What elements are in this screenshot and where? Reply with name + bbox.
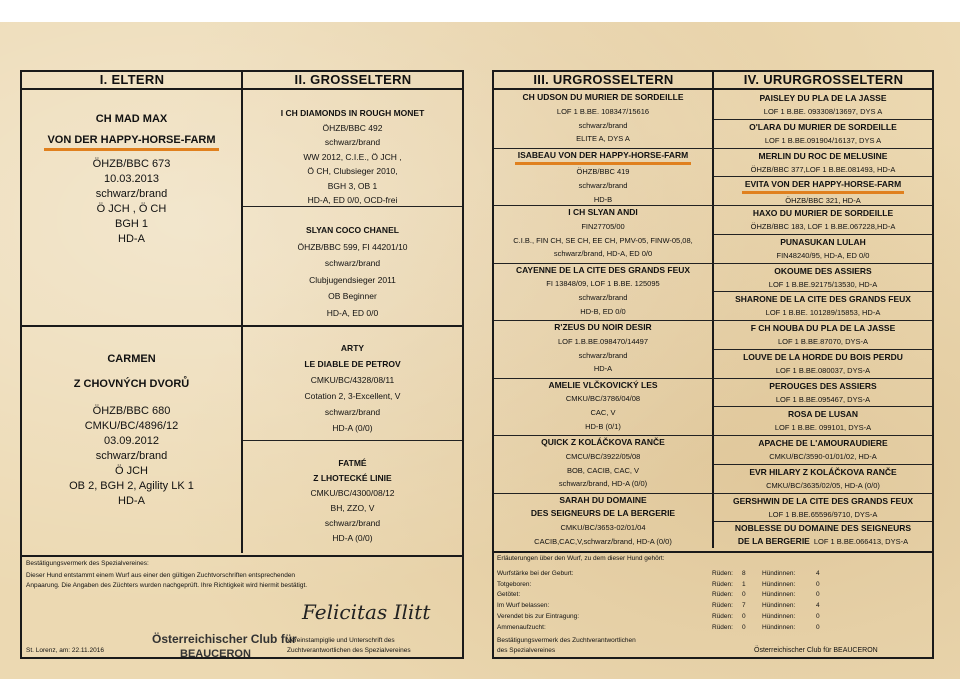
- male-label: Rüden:: [712, 602, 733, 610]
- gggp-detail: LOF 1 B.BE.080037, DYS-A: [775, 365, 871, 375]
- great-great-grandparent-cell: [714, 436, 932, 463]
- litter-label: Totgeboren:: [497, 580, 532, 588]
- great-grandparent-cell: [494, 321, 712, 376]
- ggp-detail: HD-B (0/1): [585, 421, 621, 431]
- grandparents-header: II. GROSSELTERN: [294, 72, 412, 87]
- gggp-name: OKOUME DES ASSIERS: [774, 265, 872, 276]
- great-great-grandparent-cell: [714, 149, 932, 176]
- gggp-detail: LOF 1 B.BE.65596/9710, DYS-A: [768, 509, 878, 519]
- great-great-grandparent-cell: [714, 264, 932, 291]
- sire-cell: [22, 112, 241, 247]
- male-count: 0: [742, 623, 746, 631]
- great-great-grandparent-cell: [714, 321, 932, 348]
- signature: Felicitas Ilitt: [302, 600, 431, 624]
- gggp-name: EVR HILARY Z KOLÁČKOVA RANČE: [749, 466, 897, 477]
- ggp-detail: schwarz/brand: [578, 293, 628, 303]
- gp3-color: schwarz/brand: [324, 407, 381, 417]
- litter-confirm-1: Bestätigungsvermerk des Zuchtverantwortlichen: [497, 637, 636, 644]
- sire-titles: Ö JCH , Ö CH: [96, 203, 167, 215]
- ggp-detail: schwarz/brand, HD-A, ED 0/0: [553, 249, 653, 259]
- gggp-detail: LOF 1 B.BE. 101289/15853, HD-A: [765, 308, 881, 318]
- gggp-name: F CH NOUBA DU PLA DE LA JASSE: [750, 323, 896, 333]
- great-grandparent-cell: [494, 149, 712, 207]
- ggp-detail: HD-B, ED 0/0: [580, 306, 626, 316]
- litter-confirm-2: des Spezialvereines: [497, 647, 556, 654]
- gggp-detail: LOF 1 B.BE.92175/13530, HD-A: [768, 279, 878, 289]
- ggp-detail: schwarz/brand: [578, 181, 628, 191]
- male-count: 7: [742, 602, 746, 610]
- left-mid-divider: [22, 325, 462, 327]
- ggp-kennel-highlight: ISABEAU VON DER HAPPY-HORSE-FARM: [515, 149, 692, 166]
- ggp-detail: LOF 1.B.BE.098470/14497: [557, 336, 649, 346]
- ggp-name: DES SEIGNEURS DE LA BERGERIE: [530, 508, 676, 519]
- right-pedigree-box: [492, 70, 934, 659]
- gggp-name: ROSA DE LUSAN: [787, 409, 859, 420]
- dam-titles: Ö JCH: [115, 465, 148, 477]
- male-label: Rüden:: [712, 612, 733, 620]
- gggp-detail: ÖHZB/BBC 321, HD-A: [785, 196, 861, 206]
- place-date: St. Lorenz, am: 22.11.2016: [26, 647, 104, 654]
- great-great-grandparent-cell: [714, 177, 932, 207]
- ggp-detail: CACIB,CAC,V,schwarz/brand, HD-A (0/0): [534, 536, 672, 546]
- gp3-titles: Cotation 2, 3-Excellent, V: [304, 391, 401, 401]
- gp3-kennel: LE DIABLE DE PETROV: [304, 359, 401, 369]
- signature-caption-2: Zuchtverantwortlichen des Spezialvereines: [287, 647, 411, 654]
- male-label: Rüden:: [712, 623, 733, 631]
- gp2-reg: ÖHZB/BBC 599, FI 44201/10: [297, 241, 408, 252]
- gggp-name: SHARONE DE LA CITE DES GRANDS FEUX: [735, 294, 911, 305]
- ggp-detail: schwarz/brand: [578, 350, 628, 360]
- ggp-detail: FI 13848/09, LOF 1 B.BE. 125095: [546, 279, 660, 289]
- dam-name: CARMEN: [107, 353, 156, 365]
- gp3-health: HD-A (0/0): [332, 423, 373, 433]
- great-grandparent-cell: [494, 379, 712, 434]
- gp1-work: BGH 3, OB 1: [327, 180, 378, 191]
- gggp-detail-row: [714, 535, 932, 548]
- gggp-detail: FIN48240/95, HD-A, ED 0/0: [776, 250, 870, 260]
- female-label: Hündinnen:: [762, 602, 796, 610]
- dam-cmku: CMKU/BC/4896/12: [84, 420, 179, 432]
- signature-caption-1: Vereinstampiglie und Unterschrift des: [287, 637, 395, 644]
- gggp-detail: CMKU/BC/3590-01/01/02, HD-A: [769, 452, 877, 461]
- grandparent-1-cell: [243, 106, 462, 208]
- great-great-grandparent-cell: [714, 292, 932, 319]
- female-label: Hündinnen:: [762, 591, 796, 599]
- gp3-name: ARTY: [340, 343, 365, 353]
- gp4-health: HD-A (0/0): [332, 533, 373, 543]
- sire-hd: HD-A: [118, 233, 145, 245]
- gggp-name-cont: DE LA BERGERIE: [737, 536, 810, 547]
- sire-name: CH MAD MAX: [95, 113, 168, 125]
- great-great-grandparent-cell: [714, 407, 932, 434]
- male-count: 0: [742, 612, 746, 620]
- gp2-health: HD-A, ED 0/0: [326, 307, 379, 318]
- ggp-detail: LOF 1 B.BE. 108347/15616: [556, 106, 650, 116]
- gggp-name: PAISLEY DU PLA DE LA JASSE: [759, 93, 887, 103]
- sire-color: schwarz/brand: [95, 188, 168, 200]
- gp2-titles: Clubjugendsieger 2011: [309, 274, 396, 285]
- female-count: 4: [816, 570, 820, 577]
- gggp-detail: LOF 1 B.BE.091904/16137, DYS A: [764, 135, 882, 145]
- great-great-grandparent-cell: [714, 206, 932, 233]
- sire-dob: 10.03.2013: [103, 173, 160, 185]
- sire-kennel: VON DER HAPPY-HORSE-FARM: [44, 133, 218, 151]
- gggp-name: [714, 177, 932, 194]
- gggp-name: MERLIN DU ROC DE MELUSINE: [758, 150, 888, 161]
- ggp-name: CH UDSON DU MURIER DE SORDEILLE: [522, 92, 684, 102]
- great-grandparent-cell: [494, 264, 712, 319]
- gggp-name: LOUVE DE LA HORDE DU BOIS PERDU: [743, 351, 903, 362]
- female-count: 0: [816, 591, 820, 599]
- gggp-detail: LOF 1 B.BE.066413, DYS-A: [813, 537, 909, 547]
- gggp-detail: LOF 1 B.BE.095467, DYS-A: [775, 394, 871, 404]
- ggp-detail: CMKU/BC/3653-02/01/04: [560, 523, 646, 533]
- male-count: 1: [742, 580, 746, 588]
- gp2-name: SLYAN COCO CHANEL: [306, 225, 399, 235]
- ggp-detail: CMKU/BC/3786/04/08: [565, 394, 641, 404]
- ggp-detail: CMCU/BC/3922/05/08: [565, 451, 641, 461]
- gggp-kennel-highlight: EVITA VON DER HAPPY-HORSE-FARM: [742, 177, 904, 194]
- gggp-detail: LOF 1 B.BE. 099101, DYS-A: [774, 423, 872, 433]
- male-label: Rüden:: [712, 570, 733, 577]
- grandparent-2-cell: [243, 222, 462, 321]
- gp3-reg: CMKU/BC/4328/08/11: [310, 375, 395, 385]
- great-grandparent-cell: [494, 206, 712, 261]
- male-label: Rüden:: [712, 591, 733, 599]
- great-great-grandparent-cell: [714, 91, 932, 118]
- gp1-color: schwarz/brand: [324, 137, 381, 147]
- female-count: 0: [816, 580, 820, 588]
- grandparent-3-cell: [243, 340, 462, 436]
- great-great-grandparent-cell: [714, 465, 932, 492]
- great-grandparent-cell: [494, 494, 712, 549]
- dam-kennel: Z CHOVNÝCH DVORŮ: [73, 378, 190, 390]
- female-count: 0: [816, 612, 820, 620]
- great-great-grandparent-cell: [714, 120, 932, 147]
- ggp-name: SARAH DU DOMAINE: [559, 494, 647, 505]
- dam-color: schwarz/brand: [95, 450, 168, 462]
- ggp-name: R'ZEUS DU NOIR DESIR: [554, 322, 652, 332]
- gp1-name: I CH DIAMONDS IN ROUGH MONET: [280, 108, 425, 118]
- sire-bgh: BGH 1: [114, 218, 148, 230]
- female-label: Hündinnen:: [762, 623, 796, 631]
- ggp-detail: schwarz/brand: [578, 120, 628, 130]
- right-footer-divider: [494, 551, 932, 553]
- left-footer-line-2: Dieser Hund entstammt einem Wurf aus einer den gültigen Zuchtvorschriften entsprechenden: [26, 572, 296, 579]
- great-great-grandparents-header: IV. URURGROSSELTERN: [743, 72, 904, 87]
- litter-label: Ammenaufzucht:: [497, 623, 546, 631]
- ggp-detail: schwarz/brand, HD-A (0/0): [558, 479, 648, 489]
- left-footer-divider: [22, 555, 462, 557]
- dam-work: OB 2, BGH 2, Agility LK 1: [69, 480, 194, 492]
- litter-label: Wurfstärke bei der Geburt:: [497, 570, 574, 577]
- gp2-work: OB Beginner: [328, 291, 377, 301]
- ggp-detail: BOB, CACIB, CAC, V: [566, 465, 640, 475]
- great-great-grandparent-cell: [714, 494, 932, 521]
- gggp-detail: ÖHZB/BBC 183, LOF 1 B.BE.067228,HD-A: [750, 222, 896, 231]
- gp1-titles-2: Ö CH, Clubsieger 2010,: [307, 166, 398, 176]
- great-great-grandparent-cell: [714, 350, 932, 377]
- gp4-kennel: Z LHOTECKÉ LINIE: [313, 473, 392, 483]
- great-great-grandparent-cell: [714, 379, 932, 406]
- male-count: 0: [742, 591, 746, 599]
- great-grandparent-cell: [494, 91, 712, 146]
- gp-divider-2: [243, 440, 462, 441]
- female-label: Hündinnen:: [762, 612, 796, 620]
- dam-dob: 03.09.2012: [103, 435, 160, 447]
- ggp-name: [494, 149, 712, 166]
- gp4-color: schwarz/brand: [324, 518, 381, 528]
- great-great-grandparent-cell: [714, 522, 932, 548]
- ggp-detail: HD-A: [593, 364, 613, 374]
- litter-label: Im Wurf belassen:: [497, 602, 550, 610]
- sire-reg: ÖHZB/BBC 673: [92, 158, 171, 170]
- litter-label: Verendet bis zur Eintragung:: [497, 612, 580, 620]
- ggp-detail: C.I.B., FIN CH, SE CH, EE CH, PMV-05, FINW-05,08,: [513, 235, 693, 245]
- gp4-reg: CMKU/BC/4300/08/12: [310, 488, 395, 498]
- dam-cell: [22, 352, 241, 509]
- left-footer-line-3: Anpaarung. Die Angaben des Züchters wurden nachgeprüft. Ihre Richtigkeit wird hiermit bestätigt.: [26, 582, 308, 589]
- ggp-detail: ÖHZB/BBC 419: [576, 167, 630, 177]
- gggp-name: O'LARA DU MURIER DE SORDEILLE: [749, 121, 897, 132]
- gggp-name: PUNASUKAN LULAH: [780, 236, 866, 247]
- ggp-detail: ELITE A, DYS A: [576, 134, 630, 144]
- grandparent-4-cell: [243, 456, 462, 546]
- great-grandparent-cell: [494, 436, 712, 491]
- ggp-name: I CH SLYAN ANDI: [568, 207, 638, 217]
- ggp-name: QUICK Z KOLÁČKOVA RANČE: [541, 437, 665, 447]
- female-label: Hündinnen:: [762, 580, 796, 588]
- female-label: Hündinnen:: [762, 570, 796, 577]
- gp2-color: schwarz/brand: [324, 258, 381, 268]
- male-label: Rüden:: [712, 580, 733, 588]
- parents-header: I. ELTERN: [99, 72, 165, 87]
- ggp-detail: FIN27705/00: [581, 221, 625, 231]
- left-pedigree-box: [20, 70, 464, 659]
- dam-reg: ÖHZB/BBC 680: [92, 405, 171, 417]
- ggp-name: CAYENNE DE LA CITE DES GRANDS FEUX: [515, 264, 691, 275]
- gggp-detail: CMKU/BC/3635/02/05, HD-A (0/0): [766, 480, 880, 490]
- ggp-detail: HD-B: [593, 194, 613, 204]
- gp4-titles: BH, ZZO, V: [330, 503, 375, 513]
- gggp-name: GERSHWIN DE LA CITE DES GRANDS FEUX: [732, 495, 914, 506]
- gggp-detail: LOF 1 B.BE. 093308/13697, DYS A: [763, 107, 883, 116]
- great-grandparents-header: III. URGROSSELTERN: [533, 72, 674, 87]
- dam-hd: HD-A: [118, 495, 145, 507]
- gggp-detail: LOF 1 B.BE.87070, DYS-A: [777, 337, 869, 346]
- litter-club: Österreichischer Club für BEAUCERON: [754, 647, 878, 654]
- litter-title: Erläuterungen über den Wurf, zu dem dieser Hund gehört:: [497, 555, 665, 562]
- gggp-detail: ÖHZB/BBC 377,LOF 1 B.BE.081493, HD-A: [750, 164, 896, 174]
- gp1-health: HD-A, ED 0/0, OCD-frei: [307, 195, 398, 205]
- gp1-reg: ÖHZB/BBC 492: [322, 122, 383, 133]
- gggp-name: HAXO DU MURIER DE SORDEILLE: [752, 208, 894, 218]
- female-count: 0: [816, 623, 820, 631]
- gp1-titles-1: WW 2012, C.I.E., Ö JCH ,: [303, 151, 402, 162]
- club-stamp: Österreichischer Club für: [152, 632, 297, 646]
- great-great-grandparent-cell: [714, 235, 932, 262]
- litter-label: Getötet:: [497, 591, 521, 599]
- gggp-name: APACHE DE L'AMOURAUDIERE: [758, 438, 888, 448]
- ggp-name: AMELIE VLČKOVICKÝ LES: [548, 379, 658, 390]
- gp4-name: FATMÉ: [338, 458, 367, 468]
- ggp-detail: CAC, V: [590, 408, 616, 418]
- gggp-name: NOBLESSE DU DOMAINE DES SEIGNEURS: [734, 523, 912, 534]
- club-stamp-breed: BEAUCERON: [180, 648, 251, 660]
- female-count: 4: [816, 602, 820, 610]
- gggp-name: PEROUGES DES ASSIERS: [769, 380, 877, 391]
- left-footer-line-1: Bestätigungsvermerk des Spezialvereines:: [26, 560, 149, 567]
- male-count: 8: [742, 570, 746, 577]
